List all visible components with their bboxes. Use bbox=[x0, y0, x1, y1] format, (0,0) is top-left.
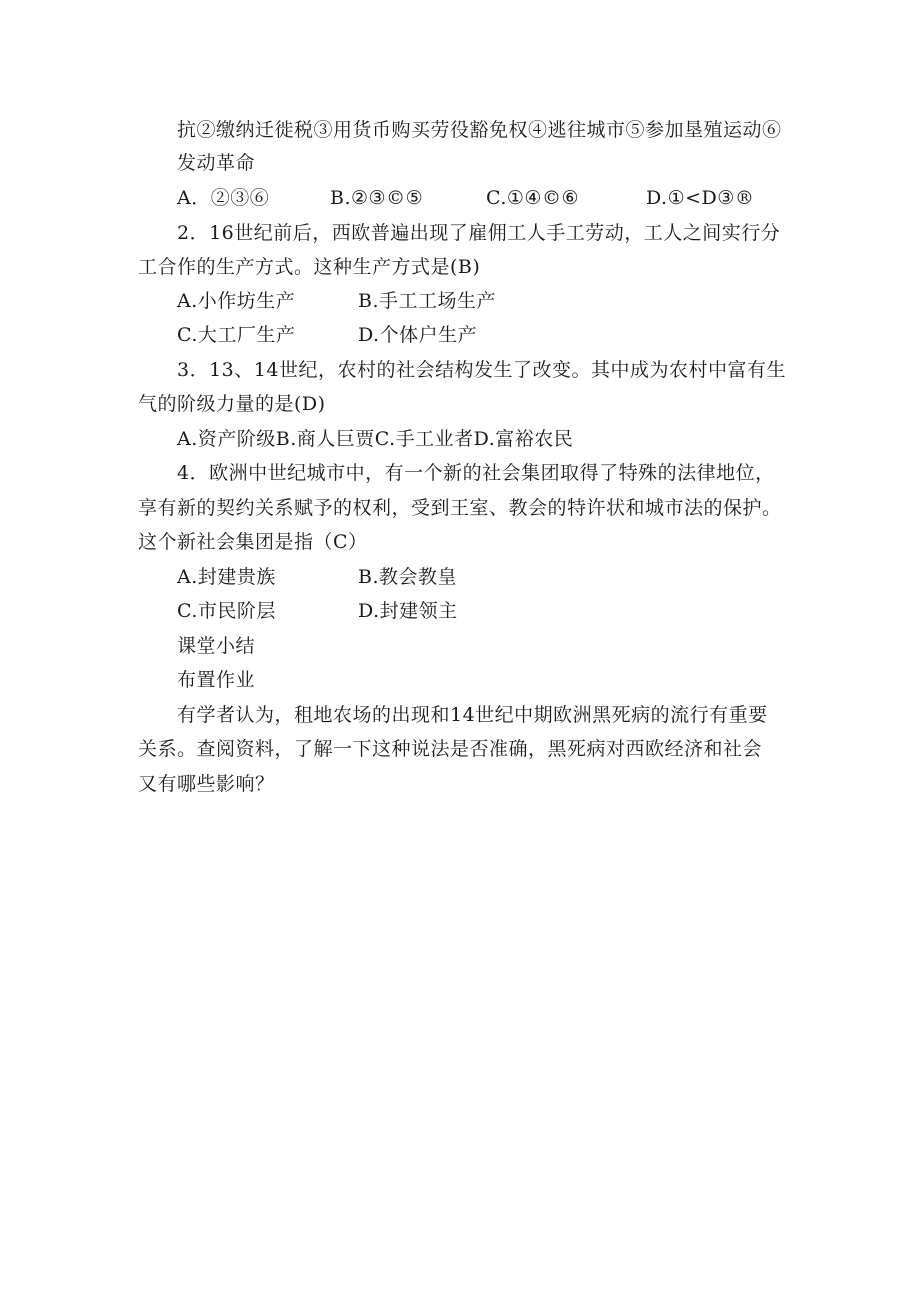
q2-option-b: B.手工工场生产 bbox=[358, 290, 497, 312]
q3-options: A.资产阶级B.商人巨贾C.手工业者D.富裕农民 bbox=[177, 428, 574, 450]
q1-option-d: D.①<D③® bbox=[646, 187, 755, 209]
q4-text-line-3: 这个新社会集团是指（C） bbox=[138, 531, 368, 553]
q1-option-c: C.①④©⑥ bbox=[486, 187, 579, 209]
q1-text-line-1: 抗②缴纳迁徙税③用货币购买劳役豁免权④逃往城市⑤参加垦殖运动⑥ bbox=[177, 119, 782, 141]
q2-text-line-2: 工合作的生产方式。这种生产方式是(B) bbox=[138, 256, 481, 278]
q3-text-line-2: 气的阶级力量的是(D) bbox=[138, 393, 326, 415]
q4-option-c: C.市民阶层 bbox=[177, 600, 276, 622]
q2-option-c: C.大工厂生产 bbox=[177, 324, 296, 346]
q2-option-a: A.小作坊生产 bbox=[177, 290, 296, 312]
q1-text-line-2: 发动革命 bbox=[177, 152, 256, 174]
q4-option-b: B.教会教皇 bbox=[358, 566, 458, 588]
q2-text-line-1: 2．16世纪前后，西欧普遍出现了雇佣工人手工劳动，工人之间实行分 bbox=[177, 222, 781, 244]
homework-text-line-2: 关系。查阅资料，了解一下这种说法是否准确，黑死病对西欧经济和社会 bbox=[138, 738, 763, 760]
homework-heading: 布置作业 bbox=[177, 669, 256, 691]
homework-text-line-1: 有学者认为，租地农场的出现和14世纪中期欧洲黑死病的流行有重要 bbox=[177, 704, 768, 726]
q4-text-line-2: 享有新的契约关系赋予的权利，受到王室、教会的特许状和城市法的保护。 bbox=[138, 497, 782, 519]
q4-option-d: D.封建领主 bbox=[358, 600, 458, 622]
q4-text-line-1: 4．欧洲中世纪城市中，有一个新的社会集团取得了特殊的法律地位， bbox=[177, 462, 775, 484]
summary-heading: 课堂小结 bbox=[177, 635, 256, 657]
q1-option-b: B.②③©⑤ bbox=[330, 187, 424, 209]
q2-option-d: D.个体户生产 bbox=[358, 324, 478, 346]
q3-text-line-1: 3．13、14世纪，农村的社会结构发生了改变。其中成为农村中富有生 bbox=[177, 359, 786, 381]
homework-text-line-3: 又有哪些影响？ bbox=[138, 773, 275, 795]
q1-option-a: A．②③⑥ bbox=[177, 187, 270, 209]
q4-option-a: A.封建贵族 bbox=[177, 566, 276, 588]
